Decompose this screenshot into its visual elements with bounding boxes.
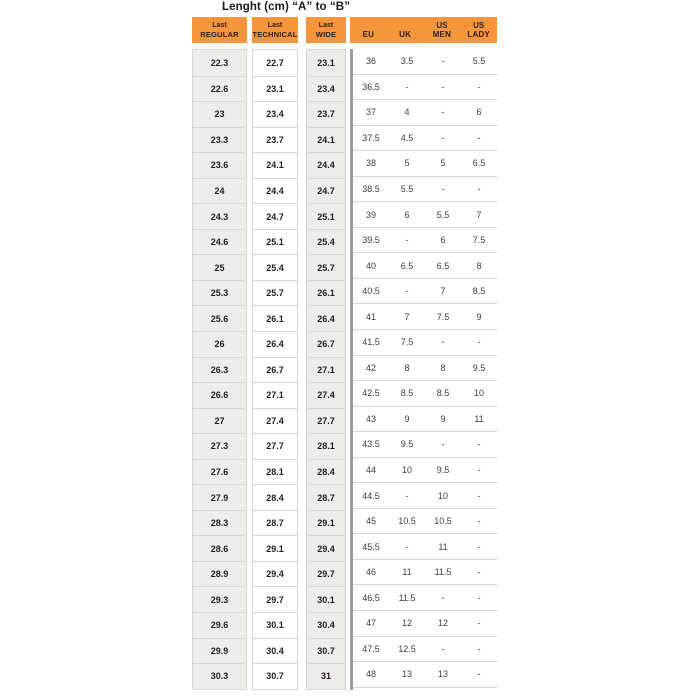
header-line-bottom: WIDE xyxy=(315,29,337,39)
table-cell: 9.5 xyxy=(472,362,486,373)
table-cell: 37 xyxy=(365,107,376,118)
table-cell: 12.5 xyxy=(398,643,416,654)
table-cell: - xyxy=(477,567,481,578)
table-cell: 8.5 xyxy=(472,286,486,297)
table-row xyxy=(353,151,497,177)
table-cell: 13 xyxy=(437,669,448,680)
table-cell: 28.7 xyxy=(307,484,345,510)
table-cell: 9.5 xyxy=(400,439,414,450)
table-cell: 24.4 xyxy=(253,178,297,204)
table-cell: 29.7 xyxy=(253,586,297,612)
table-body xyxy=(192,49,497,690)
table-cell: 6.5 xyxy=(400,260,414,271)
table-cell: - xyxy=(477,541,481,552)
table-row xyxy=(353,279,497,305)
table-row xyxy=(353,432,497,458)
size-columns-body xyxy=(353,49,497,688)
table-cell: 23.7 xyxy=(253,127,297,153)
table-cell: 25.4 xyxy=(307,229,345,255)
table-cell: - xyxy=(441,184,445,194)
table-cell: 7.5 xyxy=(436,311,450,322)
table-cell: 29.4 xyxy=(253,561,297,587)
table-cell: 30.4 xyxy=(307,612,345,638)
table-cell: 27.4 xyxy=(253,408,297,434)
table-cell: 28.4 xyxy=(307,459,345,485)
header-eu xyxy=(350,17,387,43)
table-cell: 27.1 xyxy=(307,357,345,383)
table-cell: 23.4 xyxy=(253,101,297,127)
table-cell: - xyxy=(477,81,481,92)
table-cell: 10.5 xyxy=(398,516,416,527)
table-cell: 23.3 xyxy=(193,127,246,153)
table-cell: 27 xyxy=(193,408,246,434)
table-cell: 26.7 xyxy=(253,357,297,383)
table-cell: 5.5 xyxy=(436,209,450,220)
table-cell: 24.4 xyxy=(307,152,345,178)
table-row xyxy=(353,126,497,152)
table-row xyxy=(353,330,497,356)
table-cell: 46 xyxy=(365,567,376,578)
table-cell: 12 xyxy=(437,618,448,629)
table-cell: 43.5 xyxy=(362,439,380,450)
table-cell: 36 xyxy=(365,56,376,67)
table-cell: 28.7 xyxy=(253,510,297,536)
table-cell: 24.3 xyxy=(193,203,246,229)
table-cell: 11 xyxy=(402,567,412,578)
table-cell: 9.5 xyxy=(436,465,450,476)
header-line-top: US xyxy=(436,21,448,30)
table-cell: 26.4 xyxy=(307,305,345,331)
table-cell: 6 xyxy=(404,209,410,220)
table-cell: 25.7 xyxy=(307,254,345,280)
table-row xyxy=(353,534,497,560)
table-cell: 5.5 xyxy=(400,184,414,194)
table-cell: 25 xyxy=(193,254,246,280)
table-cell: 23.6 xyxy=(193,152,246,178)
column-gap xyxy=(298,17,306,43)
table-cell: 30.4 xyxy=(253,638,297,664)
table-cell: 38 xyxy=(365,158,376,169)
table-cell: 7 xyxy=(404,311,410,322)
table-cell: 11.5 xyxy=(434,567,452,578)
table-cell: 48 xyxy=(365,669,376,680)
table-cell: - xyxy=(477,337,481,348)
table-cell: - xyxy=(441,132,445,143)
table-cell: 25.7 xyxy=(253,280,297,306)
table-cell: 25.3 xyxy=(193,280,246,306)
table-cell: 24 xyxy=(193,178,246,204)
table-cell: 29.9 xyxy=(193,638,246,664)
table-cell: 39 xyxy=(365,209,376,220)
table-cell: 6 xyxy=(440,235,446,246)
table-cell: 11.5 xyxy=(398,592,416,603)
table-row xyxy=(353,75,497,101)
table-cell: 40.5 xyxy=(362,286,380,297)
table-cell: 47 xyxy=(365,618,376,629)
table-row xyxy=(353,458,497,484)
table-row xyxy=(353,49,497,75)
table-row xyxy=(353,356,497,382)
header-line-top: Last xyxy=(267,21,283,29)
table-cell: 27.7 xyxy=(253,433,297,459)
table-cell: 29.3 xyxy=(193,586,246,612)
table-row xyxy=(353,253,497,279)
table-cell: 30.7 xyxy=(307,638,345,664)
table-cell: 26.6 xyxy=(193,382,246,408)
table-cell: 45 xyxy=(365,516,376,527)
header-last-technical xyxy=(252,17,298,43)
size-conversion-table xyxy=(192,17,497,690)
table-cell: 10 xyxy=(401,465,412,476)
table-row xyxy=(353,381,497,407)
table-cell: 22.3 xyxy=(210,57,229,68)
table-cell: - xyxy=(441,56,445,67)
table-cell: 8 xyxy=(404,362,410,373)
table-cell: 27.1 xyxy=(253,382,297,408)
table-cell: 37.5 xyxy=(362,132,380,143)
table-cell: 44 xyxy=(365,465,376,476)
table-cell: 31 xyxy=(307,663,345,689)
table-cell: 28.4 xyxy=(253,484,297,510)
table-row xyxy=(353,177,497,203)
table-cell: - xyxy=(405,541,409,552)
table-cell: 27.7 xyxy=(307,408,345,434)
table-cell: 24.7 xyxy=(253,203,297,229)
table-cell: 22.7 xyxy=(266,57,284,68)
column-last-technical xyxy=(252,49,298,690)
table-cell: 27.3 xyxy=(193,433,246,459)
header-line-bottom: UK xyxy=(399,30,412,39)
table-cell: 10 xyxy=(473,388,484,399)
table-cell: 8 xyxy=(476,260,482,271)
header-line-bottom: LADY xyxy=(467,30,490,39)
table-cell: 23 xyxy=(193,101,246,127)
table-cell: 10.5 xyxy=(434,516,452,527)
table-cell: 29.7 xyxy=(307,561,345,587)
table-cell: 45.5 xyxy=(362,541,380,552)
table-cell: 42.5 xyxy=(362,388,380,399)
table-cell: - xyxy=(477,490,481,501)
table-cell: 26.1 xyxy=(307,280,345,306)
table-cell: 24.1 xyxy=(307,127,345,153)
table-cell: - xyxy=(405,490,409,501)
table-cell: 5 xyxy=(440,158,446,169)
table-cell: 11 xyxy=(438,541,448,552)
header-uk xyxy=(387,17,424,43)
table-cell: 25.4 xyxy=(253,254,297,280)
table-cell: 6.5 xyxy=(472,158,486,169)
table-cell: - xyxy=(441,439,445,450)
table-row xyxy=(353,611,497,637)
table-cell: 39.5 xyxy=(362,235,380,246)
column-last-regular xyxy=(192,49,247,690)
table-cell: 26 xyxy=(193,331,246,357)
table-cell: 10 xyxy=(437,490,448,501)
table-cell: 29.4 xyxy=(307,535,345,561)
table-cell: - xyxy=(441,107,445,118)
header-size-columns xyxy=(350,17,497,43)
page-title: Lenght (cm) “A” to “B” xyxy=(222,1,351,13)
table-cell: 22.6 xyxy=(193,76,246,102)
table-cell: 13 xyxy=(401,669,412,680)
table-cell: 29.1 xyxy=(253,535,297,561)
header-line-top: Last xyxy=(318,21,334,29)
table-cell: 11 xyxy=(474,413,484,424)
table-cell: 28.1 xyxy=(307,433,345,459)
table-cell: 8.5 xyxy=(400,388,414,399)
table-cell: 41 xyxy=(365,311,376,322)
table-cell: 30.7 xyxy=(253,663,297,689)
table-cell: 9 xyxy=(476,311,482,322)
table-row xyxy=(353,637,497,663)
table-cell: 7 xyxy=(440,286,446,297)
table-cell: 41.5 xyxy=(362,337,380,348)
table-cell: 7 xyxy=(476,209,482,220)
table-cell: - xyxy=(477,618,481,629)
table-cell: 25.1 xyxy=(253,229,297,255)
table-row xyxy=(353,662,497,688)
table-cell: 6.5 xyxy=(436,260,450,271)
table-cell: 25.1 xyxy=(307,203,345,229)
header-last-wide xyxy=(306,17,346,43)
table-row xyxy=(353,483,497,509)
table-cell: 29.1 xyxy=(307,510,345,536)
table-cell: 26.3 xyxy=(193,357,246,383)
table-cell: - xyxy=(441,592,445,603)
table-cell: 23.1 xyxy=(317,57,335,68)
table-cell: - xyxy=(405,286,409,297)
table-cell: 28.3 xyxy=(193,510,246,536)
table-cell: 5.5 xyxy=(472,56,486,67)
table-cell: 30.3 xyxy=(193,663,246,689)
header-line-top: US xyxy=(473,21,485,30)
table-cell: 30.1 xyxy=(307,586,345,612)
table-cell: - xyxy=(477,439,481,450)
table-cell: - xyxy=(441,643,445,654)
table-cell: 26.7 xyxy=(307,331,345,357)
table-cell: 42 xyxy=(365,362,376,373)
header-us-lady xyxy=(460,17,497,43)
table-cell: 26.1 xyxy=(253,305,297,331)
table-cell: 7.5 xyxy=(472,235,486,246)
table-cell: 28.9 xyxy=(193,561,246,587)
table-cell: 9 xyxy=(404,413,410,424)
header-line-bottom: TECHNICAL xyxy=(252,29,298,39)
table-cell: 4.5 xyxy=(400,132,414,143)
header-us-men xyxy=(424,17,461,43)
table-cell: - xyxy=(441,81,445,92)
table-cell: 43 xyxy=(365,413,376,424)
table-cell: 7.5 xyxy=(400,337,414,348)
table-row xyxy=(353,304,497,330)
table-cell: 12 xyxy=(401,618,412,629)
table-row xyxy=(353,100,497,126)
table-cell: - xyxy=(441,337,445,348)
table-cell: 30.1 xyxy=(253,612,297,638)
table-cell: 23.1 xyxy=(253,76,297,102)
column-last-wide xyxy=(306,49,346,690)
table-cell: 26.4 xyxy=(253,331,297,357)
header-line-bottom: EU xyxy=(362,30,375,39)
table-cell: 27.6 xyxy=(193,459,246,485)
header-line-bottom: MEN xyxy=(432,30,452,39)
table-cell: - xyxy=(477,516,481,527)
table-cell: 29.6 xyxy=(193,612,246,638)
table-header-row xyxy=(192,17,497,43)
table-row xyxy=(353,228,497,254)
table-cell: 24.6 xyxy=(193,229,246,255)
table-cell: - xyxy=(405,81,409,92)
table-cell: 40 xyxy=(365,260,376,271)
table-cell: 27.9 xyxy=(193,484,246,510)
table-cell: 46.5 xyxy=(362,592,380,603)
table-cell: 24.7 xyxy=(307,178,345,204)
table-cell: 23.7 xyxy=(307,101,345,127)
table-row xyxy=(353,560,497,586)
table-row xyxy=(353,585,497,611)
table-cell: - xyxy=(477,465,481,476)
table-cell: 28.1 xyxy=(253,459,297,485)
table-cell: 24.1 xyxy=(253,152,297,178)
table-row xyxy=(353,202,497,228)
table-row xyxy=(353,509,497,535)
table-cell: - xyxy=(477,643,481,654)
table-cell: 9 xyxy=(440,413,446,424)
table-cell: 5 xyxy=(404,158,410,169)
table-cell: 36.5 xyxy=(362,81,380,92)
header-line-bottom: REGULAR xyxy=(200,29,239,39)
header-last-regular xyxy=(192,17,247,43)
table-cell: 44.5 xyxy=(362,490,380,501)
table-cell: 8.5 xyxy=(436,388,450,399)
header-line-top: Last xyxy=(212,21,227,29)
table-cell: 23.4 xyxy=(307,76,345,102)
table-cell: 38.5 xyxy=(362,184,380,194)
table-cell: 4 xyxy=(404,107,410,118)
table-cell: - xyxy=(477,592,481,603)
table-row xyxy=(353,407,497,433)
table-cell: 28.6 xyxy=(193,535,246,561)
table-cell: 27.4 xyxy=(307,382,345,408)
table-cell: - xyxy=(477,132,481,143)
table-cell: 6 xyxy=(476,107,482,118)
table-cell: 25.6 xyxy=(193,305,246,331)
table-cell: 8 xyxy=(440,362,446,373)
table-cell: 47.5 xyxy=(362,643,380,654)
table-cell: - xyxy=(477,184,481,194)
table-cell: 3.5 xyxy=(400,56,414,67)
table-cell: - xyxy=(405,235,409,246)
table-cell: - xyxy=(477,669,481,680)
